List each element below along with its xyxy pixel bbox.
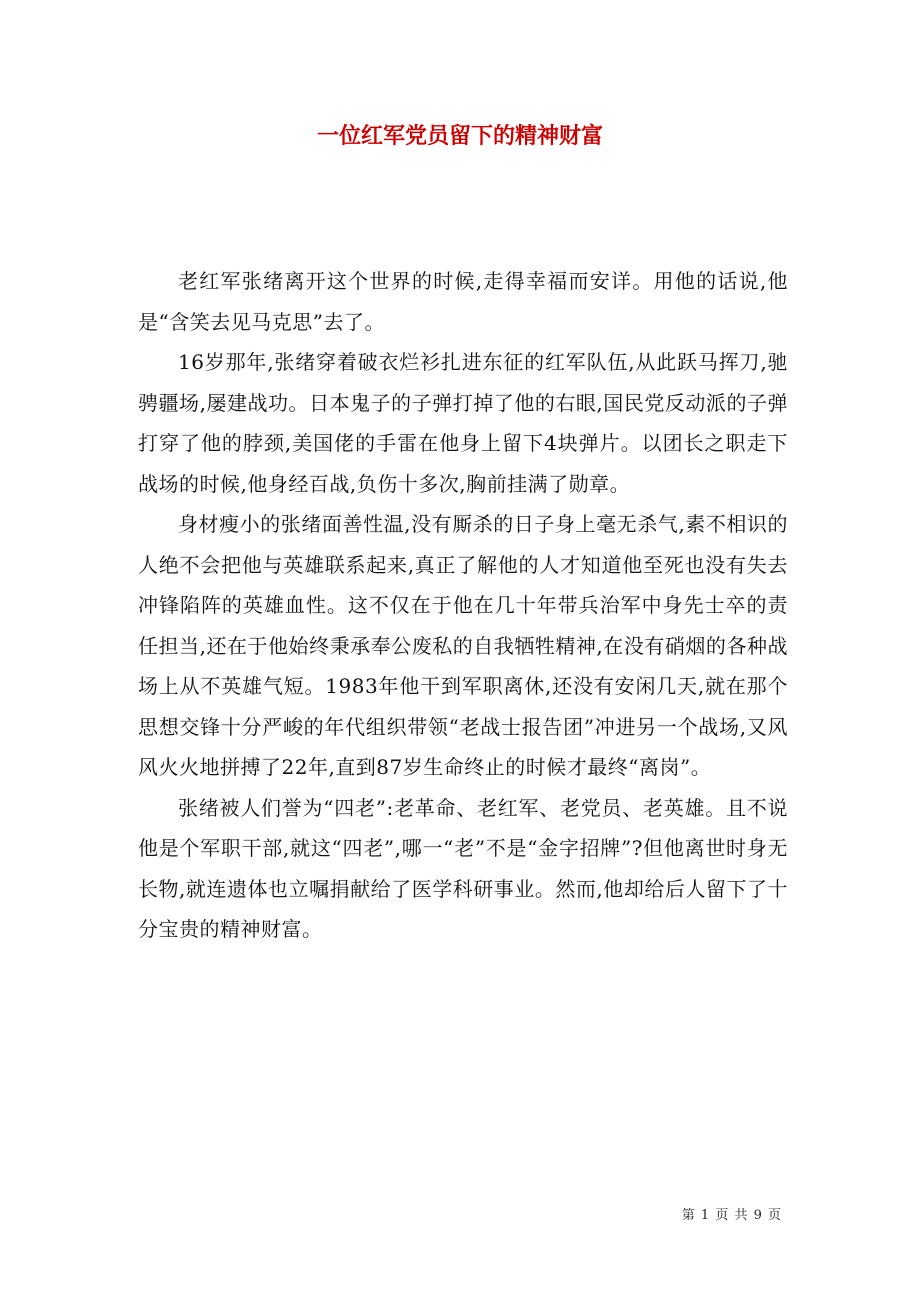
document-body [138, 261, 788, 950]
paragraph-1: 老红军张绪离开这个世界的时候,走得幸福而安详。用他的话说,他是“含笑去见马克思”去了。 [138, 269, 788, 334]
paragraph-4: 张绪被人们誉为“四老”:老革命、老红军、老党员、老英雄。且不说他是个军职干部,就这“四老”,哪一“老”不是“金字招牌”?但他离世时身无长物,就连遗体也立嘱捐献给了医学科研事业。然而,他却给后人留下了十分宝贵的精神财富。 [138, 795, 788, 941]
paragraph-2: 16岁那年,张绪穿着破衣烂衫扎进东征的红军队伍,从此跃马挥刀,驰骋疆场,屡建战功。日本鬼子的子弹打掉了他的右眼,国民党反动派的子弹打穿了他的脖颈,美国佬的手雷在他身上留下4块弹片。以团长之职走下战场的时候,他身经百战,负伤十多次,胸前挂满了勋章。 [138, 350, 788, 496]
page-number-footer: 第 1 页 共 9 页 [681, 1208, 782, 1223]
document-title: 一位红军党员留下的精神财富 [316, 123, 603, 149]
paragraph-3: 身材瘦小的张绪面善性温,没有厮杀的日子身上毫无杀气,素不相识的人绝不会把他与英雄联系起来,真正了解他的人才知道他至死也没有失去冲锋陷阵的英雄血性。这不仅在于他在几十年带兵治军中身先士卒的责任担当,还在于他始终秉承奉公废私的自我牺牲精神,在没有硝烟的各种战场上从不英雄气短。1983年他干到军职离休,还没有安闲几天,就在那个思想交锋十分严峻的年代组织带领“老战士报告团”冲进另一个战场,又风风火火地拼搏了22年,直到87岁生命终止的时候才最终“离岗”。 [138, 512, 788, 779]
